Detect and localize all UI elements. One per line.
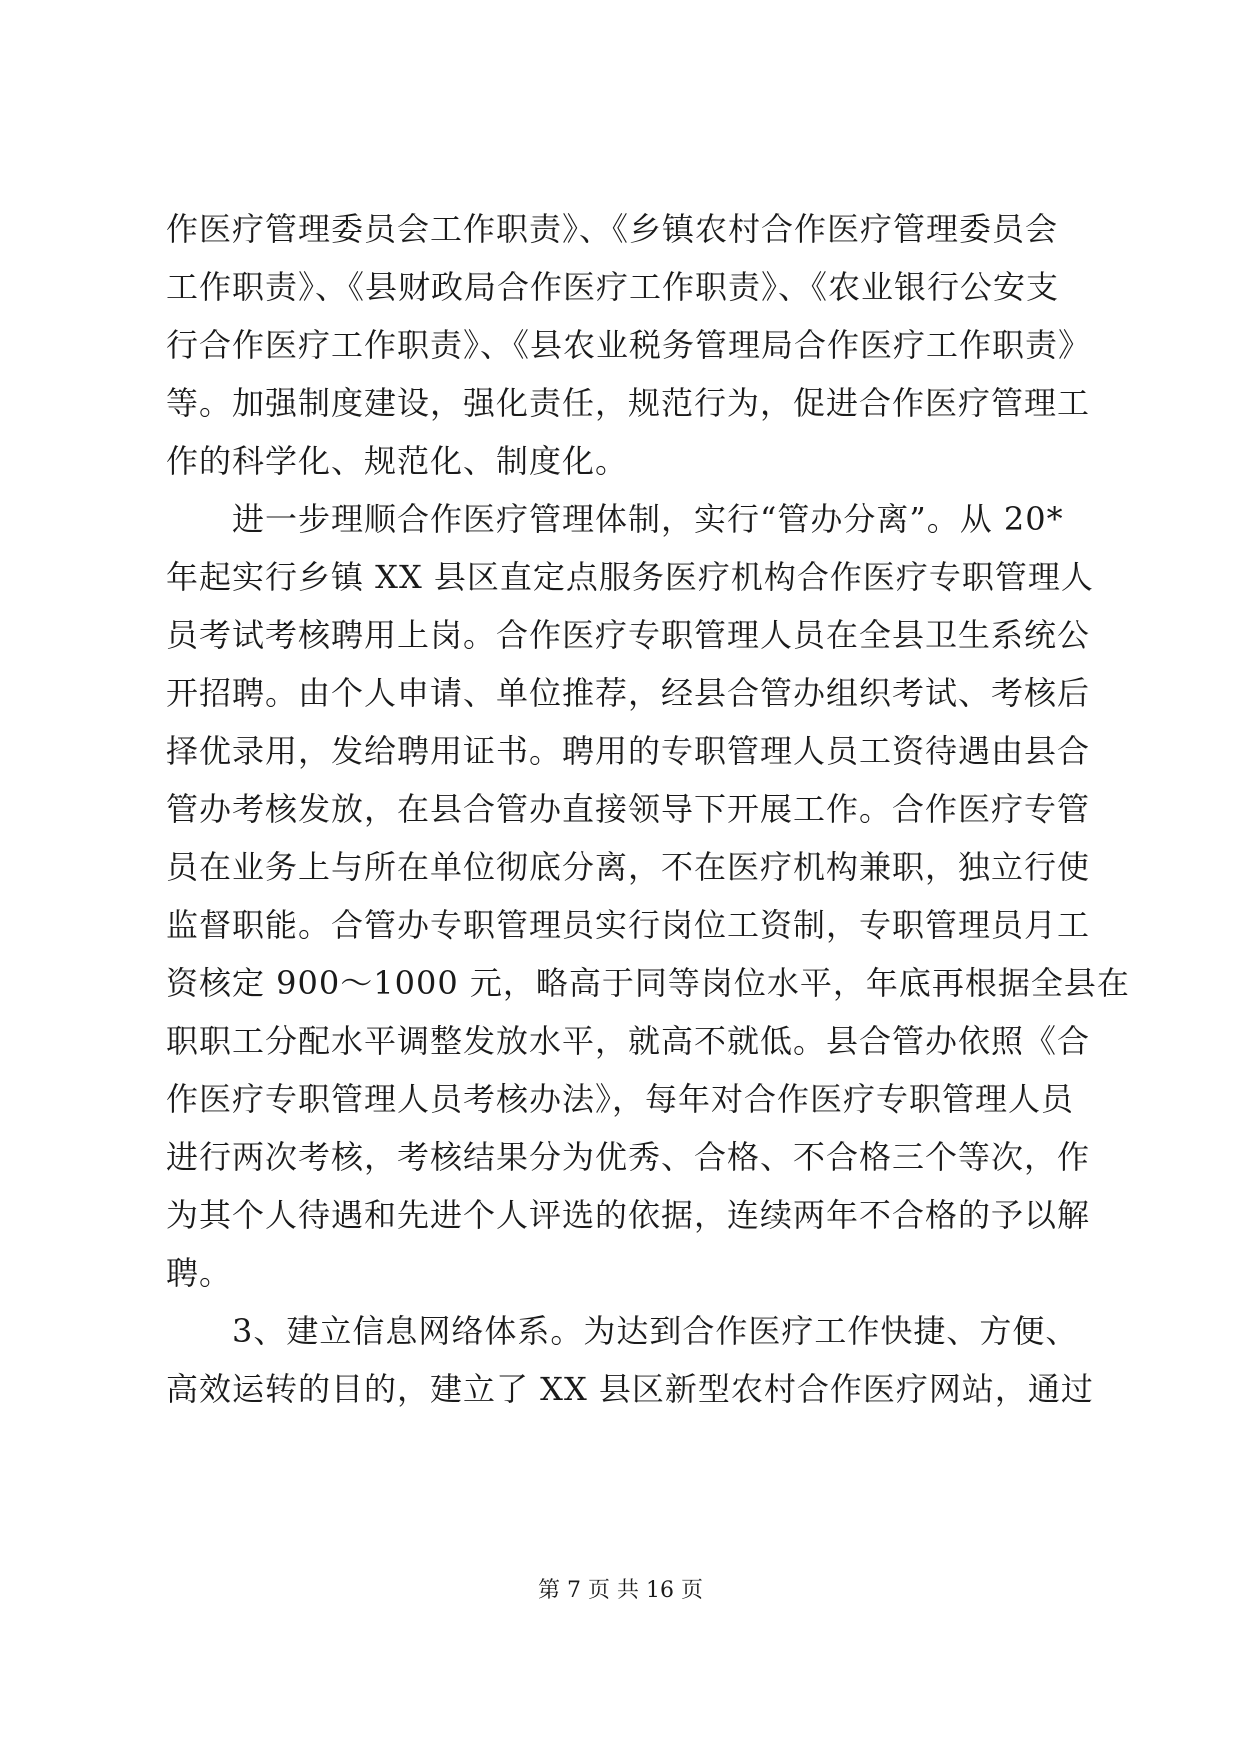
text-line: 资核定 900～1000 元，略高于同等岗位水平，年底再根据全县在 <box>166 964 1130 1002</box>
text-line: 行合作医疗工作职责》、《县农业税务管理局合作医疗工作职责》 <box>166 326 1092 364</box>
text-line: 作的科学化、规范化、制度化。 <box>166 442 629 480</box>
page-number-footer: 第 7 页 共 16 页 <box>538 1578 703 1603</box>
text-line: 监督职能。合管办专职管理员实行岗位工资制，专职管理员月工 <box>166 906 1091 944</box>
text-line: 员在业务上与所在单位彻底分离，不在医疗机构兼职，独立行使 <box>166 848 1091 886</box>
text-line: 开招聘。由个人申请、单位推荐，经县合管办组织考试、考核后 <box>166 674 1091 712</box>
text-line: 择优录用，发给聘用证书。聘用的专职管理人员工资待遇由县合 <box>166 732 1091 770</box>
text-line: 作医疗专职管理人员考核办法》，每年对合作医疗专职管理人员 <box>166 1080 1075 1118</box>
text-line: 等。加强制度建设，强化责任，规范行为，促进合作医疗管理工 <box>166 384 1091 422</box>
paragraph-first-line: 进一步理顺合作医疗管理体制，实行“管办分离”。从 20* <box>232 500 1064 538</box>
text-line: 为其个人待遇和先进个人评选的依据，连续两年不合格的予以解 <box>166 1196 1091 1234</box>
text-line: 作医疗管理委员会工作职责》、《乡镇农村合作医疗管理委员会 <box>166 210 1059 248</box>
text-line: 年起实行乡镇 XX 县区直定点服务医疗机构合作医疗专职管理人 <box>166 558 1094 596</box>
text-line: 工作职责》、《县财政局合作医疗工作职责》、《农业银行公安支 <box>166 268 1060 306</box>
text-line: 高效运转的目的，建立了 XX 县区新型农村合作医疗网站，通过 <box>166 1370 1094 1408</box>
text-line: 员考试考核聘用上岗。合作医疗专职管理人员在全县卫生系统公 <box>166 616 1091 654</box>
text-line: 聘。 <box>166 1254 233 1292</box>
paragraph-first-line: 3、建立信息网络体系。为达到合作医疗工作快捷、方便、 <box>232 1312 1079 1350</box>
text-line: 进行两次考核，考核结果分为优秀、合格、不合格三个等次，作 <box>166 1138 1091 1176</box>
text-line: 职职工分配水平调整发放水平，就高不就低。县合管办依照《合 <box>166 1022 1091 1060</box>
text-line: 管办考核发放，在县合管办直接领导下开展工作。合作医疗专管 <box>166 790 1091 828</box>
